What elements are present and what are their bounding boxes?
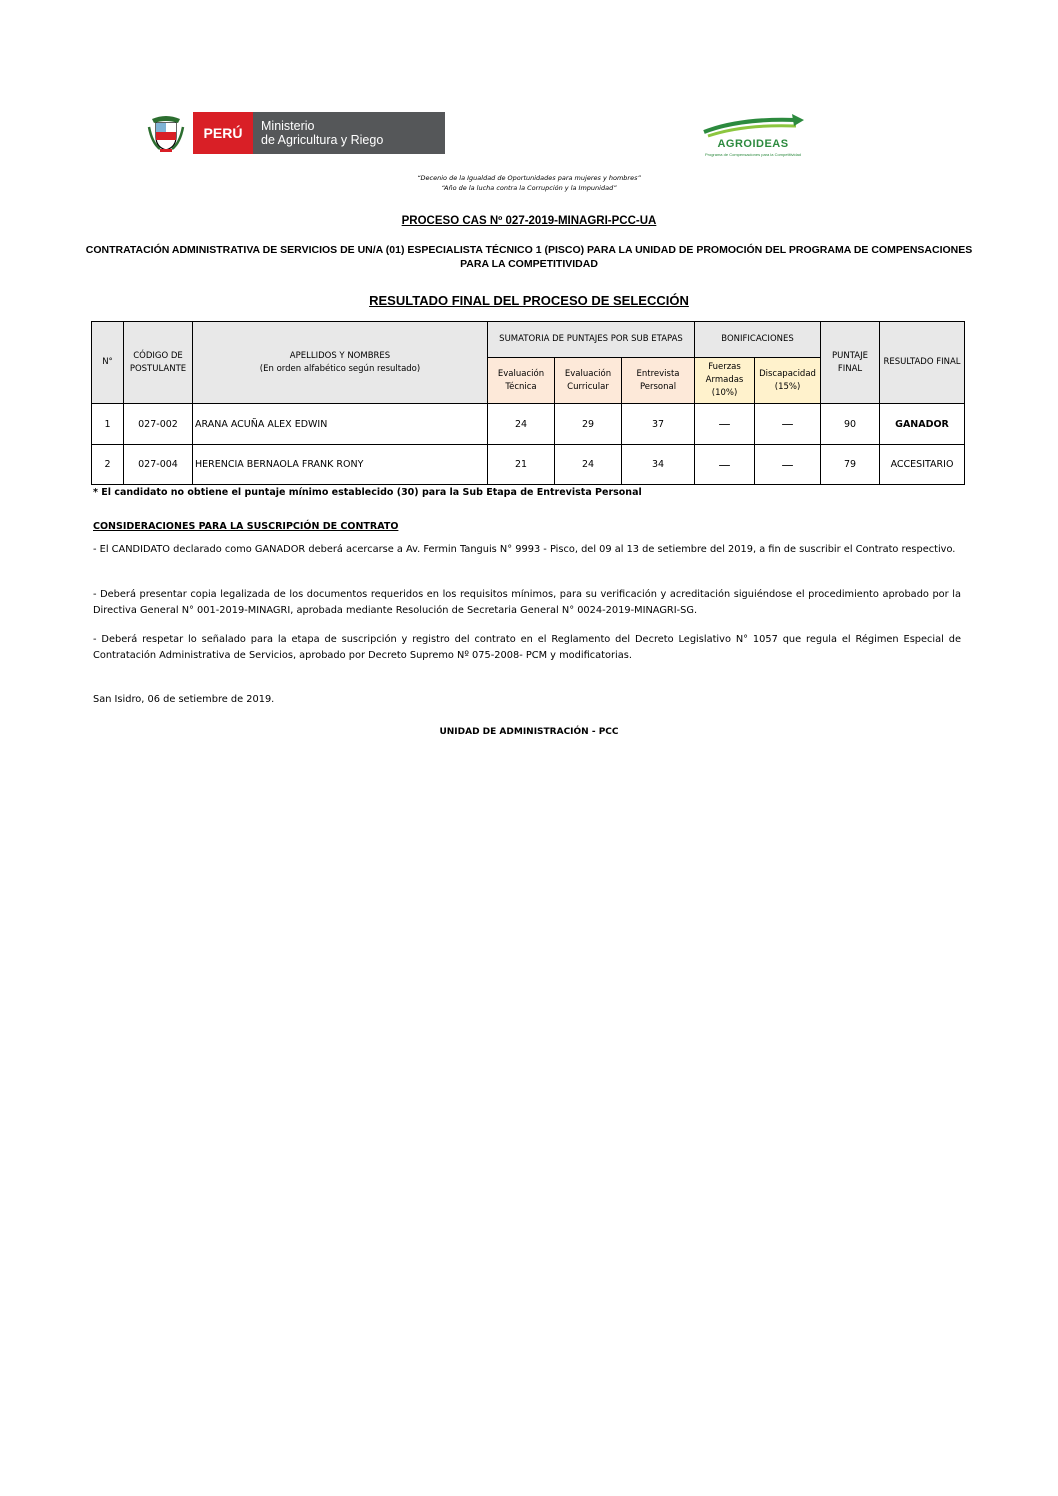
cell-final: 79: [821, 445, 880, 485]
cell-disab: —: [755, 404, 821, 445]
header-disab: Discapacidad (15%): [755, 358, 821, 404]
cell-name: ARANA ACUÑA ALEX EDWIN: [193, 404, 488, 445]
cell-code: 027-004: [124, 445, 193, 485]
cell-final: 90: [821, 404, 880, 445]
cell-int: 34: [622, 445, 695, 485]
cell-cur: 29: [555, 404, 622, 445]
header-bonus: BONIFICACIONES: [695, 322, 821, 358]
cell-result: ACCESITARIO: [880, 445, 965, 485]
header-num: N°: [92, 322, 124, 404]
cell-int: 37: [622, 404, 695, 445]
process-title: PROCESO CAS Nº 027-2019-MINAGRI-PCC-UA: [401, 215, 657, 227]
agroideas-name: AGROIDEAS: [717, 138, 789, 150]
result-title: RESULTADO FINAL DEL PROCESO DE SELECCIÓN: [369, 293, 689, 308]
cell-name: HERENCIA BERNAOLA FRANK RONY: [193, 445, 488, 485]
header-names-label: APELLIDOS Y NOMBRES: [289, 350, 391, 361]
cell-armed: —: [695, 404, 755, 445]
cell-tec: 24: [488, 404, 555, 445]
cell-cur: 24: [555, 445, 622, 485]
ministry-logo: [145, 112, 445, 154]
cell-result: GANADOR: [880, 404, 965, 445]
header-eval-tec: Evaluación Técnica: [488, 358, 555, 404]
decenio-line2: “Año de la lucha contra la Corrupción y la Impunidad”: [441, 184, 617, 192]
header-interview: Entrevista Personal: [622, 358, 695, 404]
ministry-line2: de Agricultura y Riego: [261, 133, 384, 147]
cell-armed: —: [695, 445, 755, 485]
peru-label: PERÚ: [193, 112, 253, 154]
header-final-result: RESULTADO FINAL: [880, 322, 965, 404]
cell-num: 2: [92, 445, 124, 485]
agroideas-arrow-icon: [700, 112, 806, 138]
consideration-paragraph-2: - Deberá presentar copia legalizada de los documentos requeridos en los requisitos mínimos, para su verificación y acreditación siguiéndose el procedimiento aprobado por la Directiva General N° 001-2019-MINAGRI, aprobada mediante Resolución de Secretaria General N° 0024-2019-MINAGRI-SG.: [93, 589, 961, 616]
coat-of-arms-icon: [145, 112, 187, 154]
header-code: CÓDIGO DE POSTULANTE: [124, 322, 193, 404]
signing-unit: UNIDAD DE ADMINISTRACIÓN - PCC: [439, 727, 619, 737]
cell-tec: 21: [488, 445, 555, 485]
consideration-paragraph-1: - El CANDIDATO declarado como GANADOR deberá acercarse a Av. Fermin Tanguis N° 9993 - Pisco, del 09 al 13 de setiembre del 2019, a fin de suscribir el Contrato respectivo.: [93, 544, 956, 555]
table-row: [92, 404, 965, 445]
date-line: San Isidro, 06 de setiembre de 2019.: [93, 694, 275, 705]
header-names-sub: (En orden alfabético según resultado): [259, 363, 421, 374]
ministry-line1: Ministerio: [261, 119, 315, 133]
header-eval-cur: Evaluación Curricular: [555, 358, 622, 404]
results-table: [91, 321, 965, 485]
table-row: [92, 445, 965, 485]
header-names: [193, 322, 488, 404]
header-sum: SUMATORIA DE PUNTAJES POR SUB ETAPAS: [488, 322, 695, 358]
header-armed: Fuerzas Armadas (10%): [695, 358, 755, 404]
ministry-name: [253, 112, 445, 154]
header-final-score: PUNTAJE FINAL: [821, 322, 880, 404]
cell-disab: —: [755, 445, 821, 485]
cell-num: 1: [92, 404, 124, 445]
considerations-title: CONSIDERACIONES PARA LA SUSCRIPCIÓN DE CONTRATO: [93, 521, 399, 532]
cell-code: 027-002: [124, 404, 193, 445]
footnote: * El candidato no obtiene el puntaje mínimo establecido (30) para la Sub Etapa de Entrevista Personal: [93, 487, 642, 498]
decenio-line1: “Decenio de la Igualdad de Oportunidades para mujeres y hombres”: [417, 174, 641, 182]
agroideas-tagline: Programa de Compensaciones para la Competitividad: [704, 152, 802, 157]
contract-title: CONTRATACIÓN ADMINISTRATIVA DE SERVICIOS DE UN/A (01) ESPECIALISTA TÉCNICO 1 (PISCO) PARA LA UNIDAD DE PROMOCIÓN DEL PROGRAMA DE COMPENSACIONES PARA LA COMPETITIVIDAD: [85, 244, 973, 270]
consideration-paragraph-3: - Deberá respetar lo señalado para la etapa de suscripción y registro del contrato en el Reglamento del Decreto Legislativo N° 1057 que regula el Régimen Especial de Contratación Administrativa de Servicios, aprobado por Decreto Supremo Nº 075-2008- PCM y modificatorias.: [93, 634, 961, 661]
agroideas-logo: [700, 112, 806, 158]
